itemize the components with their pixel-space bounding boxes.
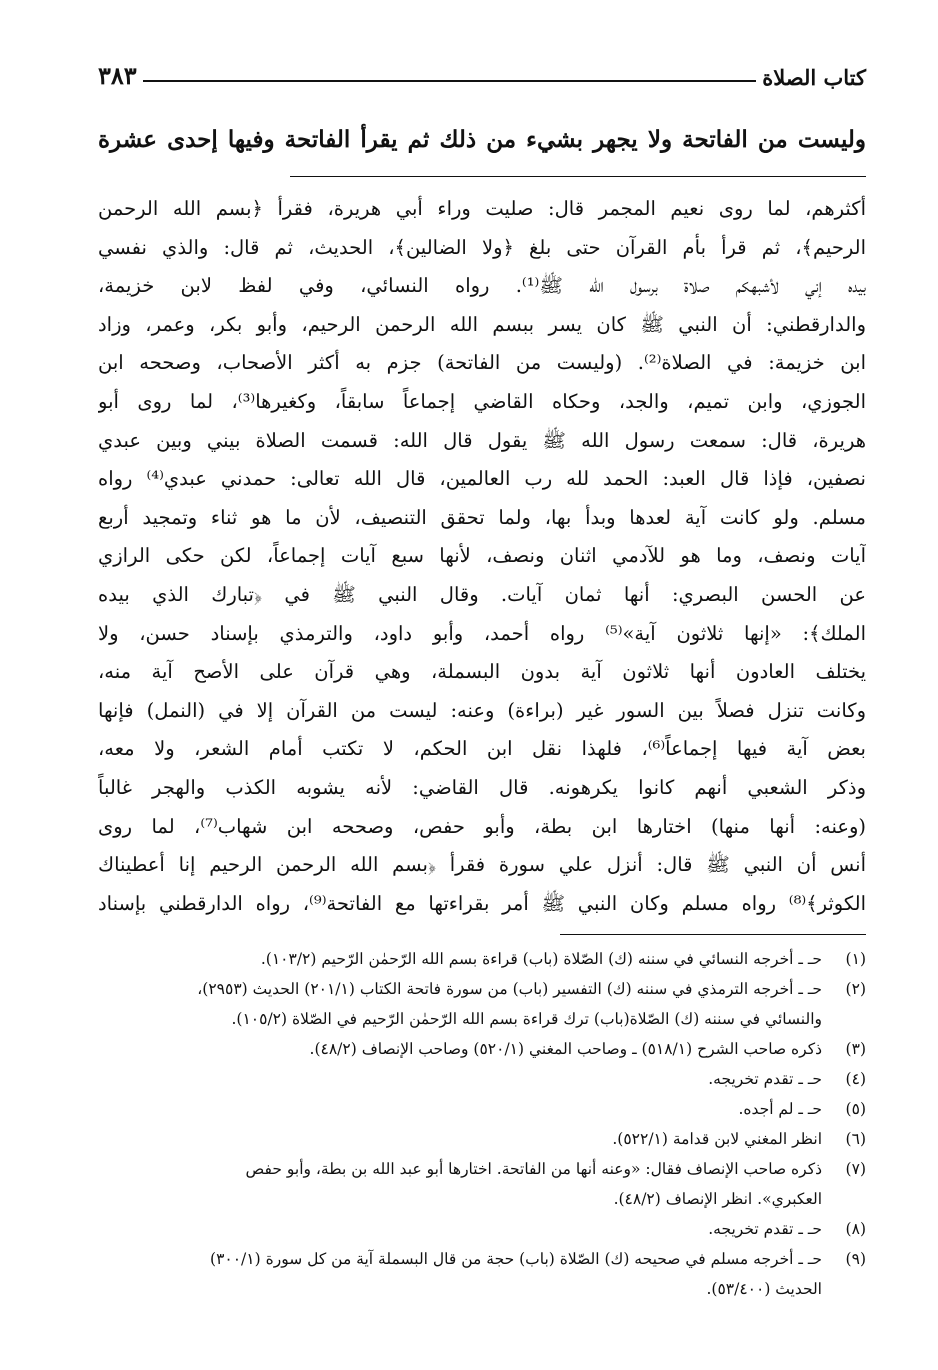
footnote-text [98, 944, 822, 974]
commentary-line: الرحيم﴾، ثم قرأ بأم القرآن حتى بلغ ﴿ولا الضالين﴾، الحديث، ثم قال: والذي نفسي [98, 235, 866, 259]
footnote [98, 1094, 866, 1124]
running-header [98, 58, 866, 90]
footnote-text [98, 1244, 822, 1304]
commentary-line: أكثرهم، لما روى نعيم المجمر قال: صليت وراء أبي هريرة، فقرأ ﴿بسم الله الرحمن [98, 197, 866, 220]
footnote [98, 1214, 866, 1244]
footnote-line: انظر المغني لابن قدامة (٥٢٢/١). [612, 1130, 822, 1148]
commentary-line: مسلم. ولو كانت آية لعدها وبدأ بها، ولما تحقق التنصيف، لأن ما هو ثناء وتمجيد أربع [98, 505, 866, 529]
footnote-divider [560, 934, 866, 935]
footnote-line: حـ ـ لم أجده. [738, 1100, 822, 1118]
commentary-line: الجوزي، وابن تميم، والجد، وحكاه القاضي إجماعاً سابقاً، وكغيرها⁽³⁾، لما روى أبو [98, 389, 866, 413]
footnote-text [98, 1124, 822, 1154]
footnote [98, 1154, 866, 1214]
footnote-line: حـ ـ أخرجه مسلم في صحيحه (ك) الصّلاة (باب) حجة من قال البسملة آية من كل سورة (٣٠٠/١) [210, 1250, 822, 1268]
footnote-line: حـ ـ أخرجه الترمذي في سننه (ك) التفسير (باب) من سورة فاتحة الكتاب (٢٠١/١) الحديث (٢٩٥٣)، [197, 980, 822, 998]
footnote-number: (٢) [845, 980, 866, 998]
footnote [98, 974, 866, 1034]
footnote-line: ذكره صاحب الشرح (٥١٨/١) ـ وصاحب المغني (٥٢٠/١) وصاحب الإنصاف (٤٨/٢). [309, 1040, 822, 1058]
footnote-number: (٤) [845, 1070, 866, 1088]
footnote-number: (٥) [845, 1100, 866, 1118]
commentary-line: أنس أن النبي ﷺ قال: أنزل علي سورة فقرأ ﴿بسم الله الرحمن الرحيم إنا أعطيناك [98, 853, 866, 877]
footnote [98, 1034, 866, 1064]
footnote-line: حـ ـ أخرجه النسائي في سننه (ك) الصّلاة (باب) قراءة بسم الله الرّحمٰن الرّحيم (١٠٣/٢). [260, 950, 822, 968]
header-rule [143, 80, 757, 82]
footnote-line: حـ ـ تقدم تخريجه. [708, 1070, 822, 1088]
footnote-number: (٨) [845, 1220, 866, 1238]
commentary-line: بعض آية فيها إجماعاً⁽⁶⁾، فلهذا نقل ابن الحكم، لا تكتب أمام الشعر، ولا معه، [98, 737, 866, 761]
footnote-line: حـ ـ تقدم تخريجه. [708, 1220, 822, 1238]
page-number: ٣٨٣ [98, 61, 137, 90]
footnote-text [98, 1094, 822, 1124]
commentary-line: الملك﴾: «إنها ثلاثون آية»⁽⁵⁾ رواه أحمد، وأبو داود، والترمذي بإسناد حسن، ولا [98, 621, 866, 645]
commentary-line: (وعنه: أنها منها) اختارها ابن بطة، وأبو حفص، وصححه ابن شهاب⁽⁷⁾، لما روى [98, 814, 866, 838]
footnote-line: والنسائي في سننه (ك) الصّلاة(باب) ترك قراءة بسم الله الرّحمٰن الرّحيم في الصّلاة (١٠٥/٢). [231, 1010, 822, 1028]
footnote-text [98, 1154, 822, 1214]
commentary-body [98, 190, 866, 923]
footnote-number: (١) [845, 950, 866, 968]
footnote-number: (٩) [845, 1250, 866, 1268]
footnote-number: (٦) [845, 1130, 866, 1148]
commentary-line: وذكر الشعبي أنهم كانوا يكرهونه. قال القاضي: لأنه يشوبه الكذب والهجر غالباً [98, 775, 866, 799]
footnote [98, 1124, 866, 1154]
footnotes [98, 944, 866, 1304]
commentary-line: الكوثر﴾⁽⁸⁾ رواه مسلم وكان النبي ﷺ أمر بقراءتها مع الفاتحة⁽⁹⁾، رواه الدارقطني بإسناد [98, 891, 866, 915]
commentary-line: عن الحسن البصري: أنها ثمان آيات. وقال النبي ﷺ في ﴿تبارك الذي بيده [98, 582, 866, 606]
commentary-line: آيات ونصف، وما هو للآدمي اثنان ونصف، لأنها سبع آيات إجماعاً، لكن حكى الرازي [98, 544, 866, 568]
footnote-line: الحديث (٥٣/٤٠٠). [706, 1280, 822, 1298]
footnote [98, 1064, 866, 1094]
footnote [98, 944, 866, 974]
footnote-text [98, 1034, 822, 1064]
commentary-line: والدارقطني: أن النبي ﷺ كان يسر ببسم الله الرحمن الرحيم، وأبو بكر، وعمر، وزاد [98, 312, 866, 336]
footnote-number: (٧) [845, 1160, 866, 1178]
commentary-line: نصفين، فإذا قال العبد: الحمد لله رب العالمين، قال الله تعالى: حمدني عبدي⁽⁴⁾ رواه [98, 467, 866, 491]
footnote-line: ذكره صاحب الإنصاف فقال: «وعنه أنها من الفاتحة. اختارها أبو عبد الله بن بطة، وأبو حفص [245, 1160, 822, 1178]
commentary-line: ابن خزيمة: في الصلاة⁽²⁾. (وليست من الفاتحة) جزم به أكثر الأصحاب، وصححه ابن [98, 351, 866, 375]
footnote-text [98, 1214, 822, 1244]
commentary-line: هريرة، قال: سمعت رسول الله ﷺ يقول قال الله: قسمت الصلاة بيني وبين عبدي [98, 428, 866, 452]
footnote-text [98, 1064, 822, 1094]
matn-text: وليست من الفاتحة ولا يجهر بشيء من ذلك ثم يقرأ الفاتحة وفيها إحدى عشرة [98, 126, 866, 153]
commentary-line: يختلف العادون أنها ثلاثون آية بدون البسملة، وهي قرآن على الأصح آية منه، [98, 660, 866, 684]
matn-divider [290, 176, 866, 177]
chapter-title: كتاب الصلاة [762, 65, 866, 90]
commentary-line: وكانت تنزل فصلاً بين السور غير (براءة) وعنه: ليست من القرآن إلا في (النمل) فإنها [98, 698, 866, 722]
commentary-line: بيده إني لأشبهكم صلاة برسول الله ﷺ⁽¹⁾. رواه النسائي، وفي لفظ لابن خزيمة، [98, 274, 866, 298]
footnote-line: العكبري». انظر الإنصاف (٤٨/٢). [613, 1190, 822, 1208]
footnote [98, 1244, 866, 1304]
footnote-text [98, 974, 822, 1034]
footnote-number: (٣) [845, 1040, 866, 1058]
